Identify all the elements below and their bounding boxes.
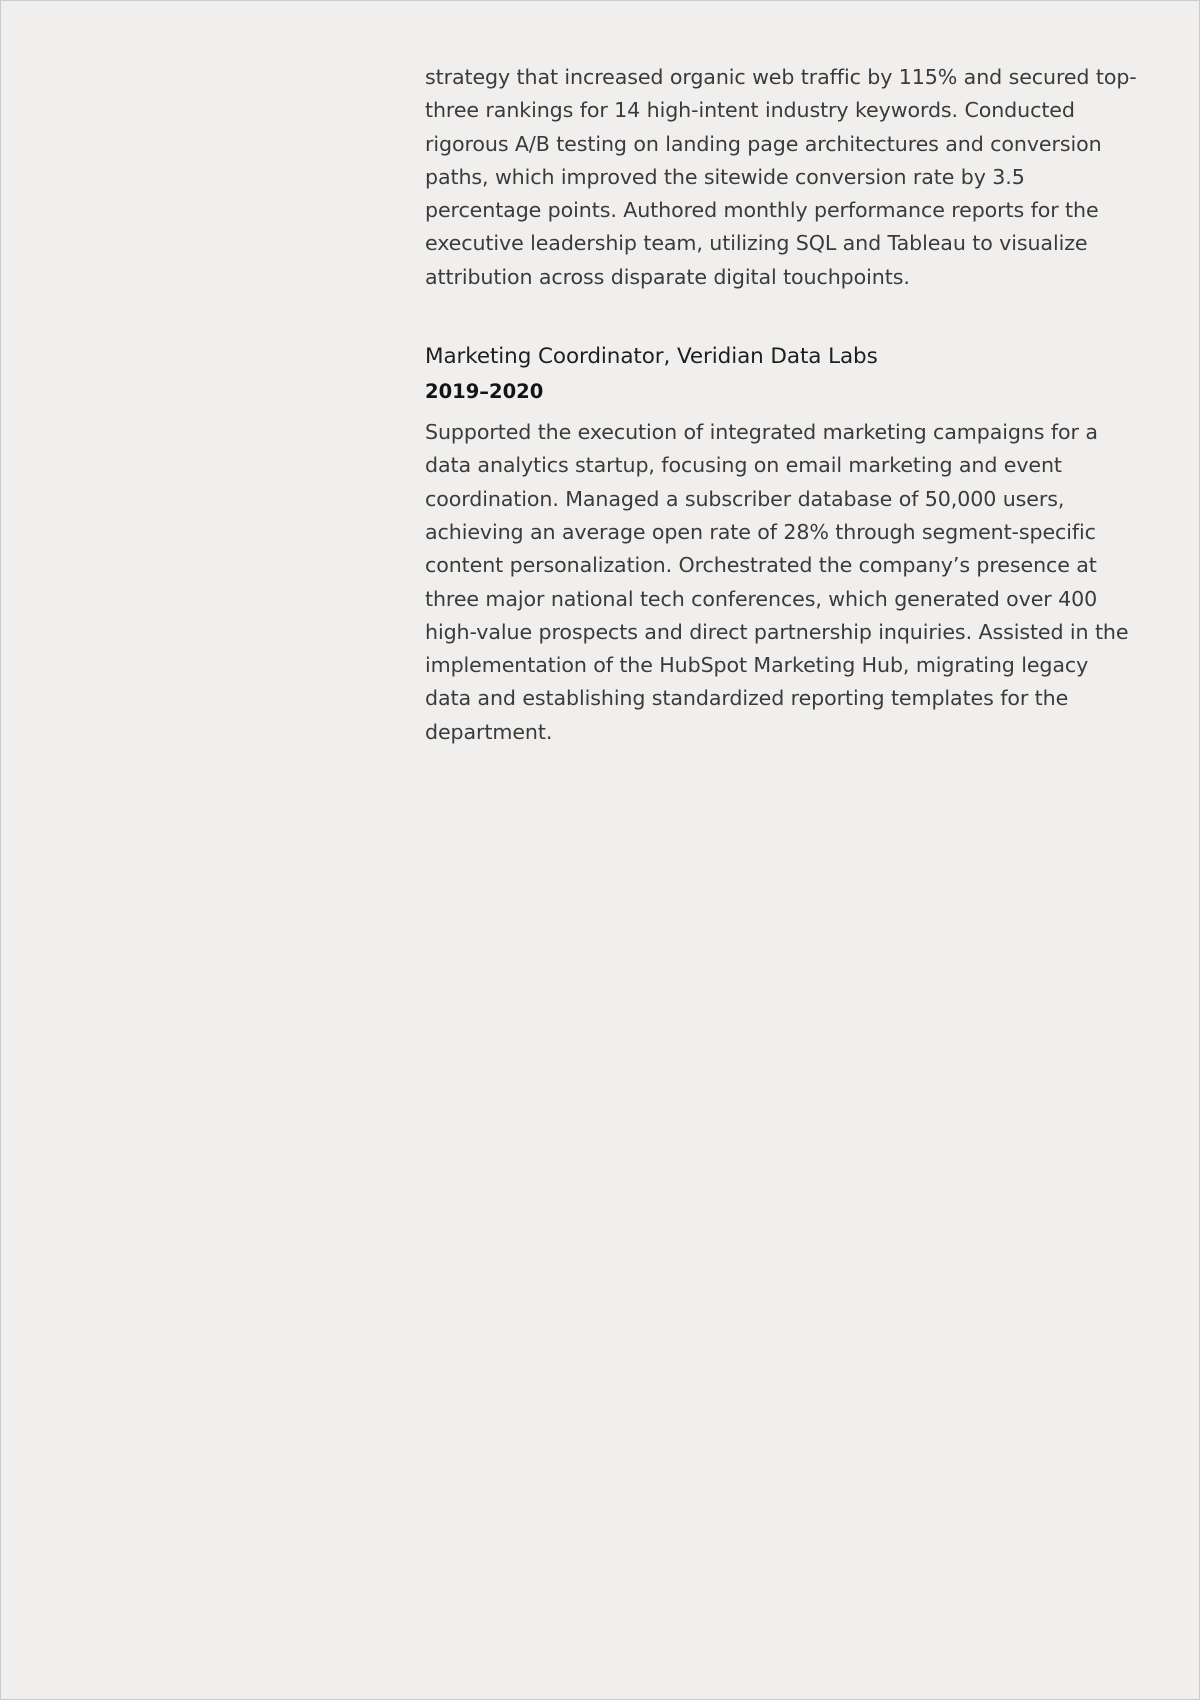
experience-section bbox=[425, 61, 1137, 749]
job-entry-marketing-coordinator bbox=[425, 342, 1137, 749]
job-description: Supported the execution of integrated marketing campaigns for a data analytics startup, focusing on email marketing and event coordination. Managed a subscriber database of 50,000 users, achieving an average open rate of 28% through segment-specific content personalization. Orchestrated the company’s presence at three major national tech conferences, which generated over 400 high-value prospects and direct partnership inquiries. Assisted in the implementation of the HubSpot Marketing Hub, migrating legacy data and establishing standardized reporting templates for the department. bbox=[425, 420, 1129, 744]
previous-job-description: strategy that increased organic web traffic by 115% and secured top-three rankings for 14 high-intent industry keywords. Conducted rigorous A/B testing on landing page architectures and conversion paths, which improved the sitewide conversion rate by 3.5 percentage points. Authored monthly performance reports for the executive leadership team, utilizing SQL and Tableau to visualize attribution across disparate digital touchpoints. bbox=[425, 65, 1137, 289]
job-dates: 2019–2020 bbox=[425, 380, 544, 404]
job-title: Marketing Coordinator, Veridian Data Labs bbox=[425, 344, 878, 370]
